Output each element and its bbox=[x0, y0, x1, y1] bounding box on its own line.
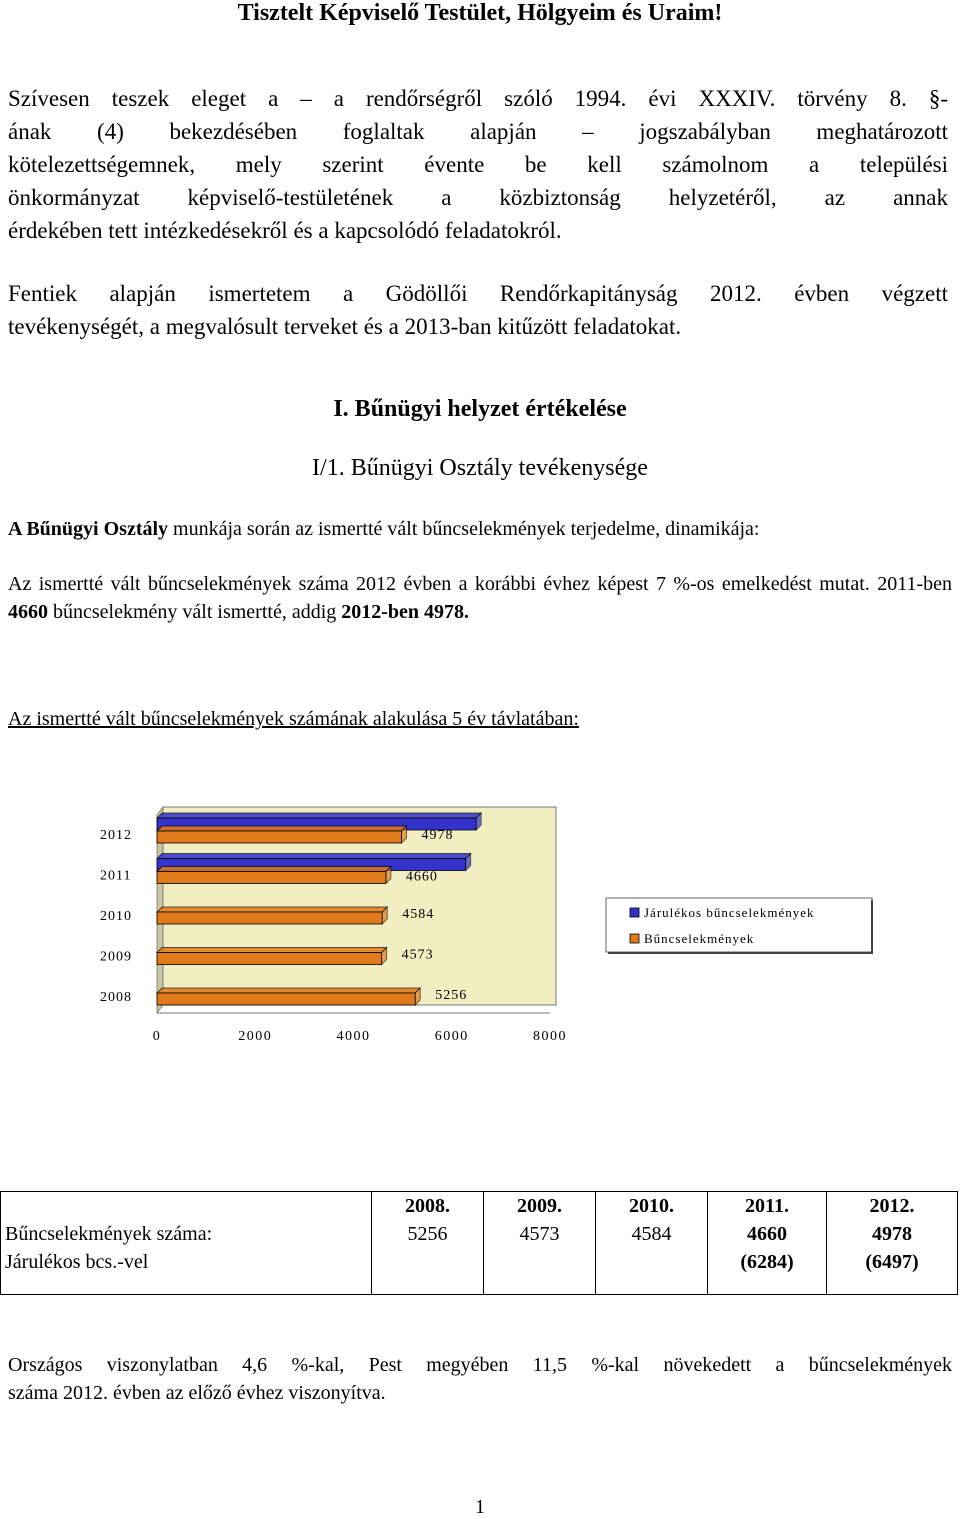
value-2010: 4584 bbox=[631, 1223, 672, 1245]
growth-text-1: Az ismertté vált bűncselekmények száma 2012 évben a korábbi évhez képest 7 %-os emelkedést mutat. 2011-ben bbox=[8, 573, 952, 595]
bar-buncselekmeny-2010-front bbox=[157, 912, 382, 924]
bar-buncselekmeny-2012-top bbox=[157, 826, 407, 831]
data-label-2012: 4978 bbox=[421, 828, 454, 843]
legend-label-1: Bűncselekmények bbox=[644, 931, 755, 946]
bar-buncselekmeny-2008-front bbox=[157, 993, 415, 1005]
legend-swatch-1 bbox=[630, 934, 639, 943]
page-number: 1 bbox=[475, 1496, 485, 1518]
x-tick-2000: 2000 bbox=[238, 1029, 273, 1044]
data-label-2008: 5256 bbox=[435, 988, 468, 1003]
department-name: A Bűnügyi Osztály bbox=[8, 518, 169, 540]
closing-line-1: Országos viszonylatban 4,6 %-kal, Pest megyében 11,5 %-kal növekedett a bűncselekmények bbox=[8, 1354, 952, 1376]
table-cell-2012 bbox=[827, 1192, 958, 1295]
year-2009: 2009. bbox=[517, 1195, 562, 1217]
bar-buncselekmeny-2011 bbox=[157, 867, 391, 884]
bar-buncselekmeny-2011-front bbox=[157, 872, 386, 884]
data-label-2010: 4584 bbox=[402, 907, 435, 922]
category-label-2008: 2008 bbox=[100, 990, 132, 1005]
crime-stats-table bbox=[0, 1191, 958, 1295]
department-paragraph bbox=[8, 515, 952, 543]
secondary-2011: (6284) bbox=[740, 1251, 794, 1273]
subsection-title: I/1. Bűnügyi Osztály tevékenysége bbox=[312, 455, 648, 481]
bar-buncselekmeny-2008 bbox=[157, 988, 420, 1005]
data-label-2011: 4660 bbox=[405, 869, 438, 885]
intro-paragraph bbox=[8, 82, 948, 247]
section-title: I. Bűnügyi helyzet értékelése bbox=[333, 396, 627, 422]
bar-buncselekmeny-2010-top bbox=[157, 907, 387, 912]
bar-buncselekmeny-2009-top bbox=[157, 948, 387, 953]
page-heading: Tisztelt Képviselő Testület, Hölgyeim és Uraim! bbox=[237, 0, 723, 26]
growth-value-2011: 4660 bbox=[8, 601, 48, 623]
value-2009: 4573 bbox=[519, 1223, 560, 1245]
category-label-2012: 2012 bbox=[100, 828, 132, 843]
bar-buncselekmeny-2010 bbox=[157, 907, 387, 924]
bar-buncselekmeny-2011-top bbox=[157, 867, 391, 872]
x-tick-8000: 8000 bbox=[533, 1029, 567, 1044]
bar-jarulekos-2011-top bbox=[157, 854, 471, 859]
overview-line-1: Fentiek alapján ismertetem a Gödöllői Rendőrkapitányság 2012. évben végzett bbox=[8, 281, 948, 306]
category-label-2011: 2011 bbox=[100, 868, 132, 884]
value-2011: 4660 bbox=[747, 1223, 787, 1245]
year-2012: 2012. bbox=[869, 1195, 915, 1217]
table-label-cell bbox=[1, 1192, 372, 1295]
x-tick-labels bbox=[153, 1029, 567, 1044]
value-2012: 4978 bbox=[872, 1223, 912, 1245]
legend-swatch-0 bbox=[630, 908, 639, 917]
intro-line-5: érdekében tett intézkedésekről és a kapcsolódó feladatokról. bbox=[8, 218, 562, 243]
intro-line-2: ának (4) bekezdésében foglaltak alapján – jogszabályban meghatározott bbox=[8, 119, 948, 144]
row-label-1: Bűncselekmények száma: bbox=[5, 1223, 213, 1245]
legend-label-0: Járulékos bűncselekmények bbox=[644, 905, 815, 920]
category-labels bbox=[100, 828, 132, 1005]
closing-paragraph bbox=[8, 1351, 952, 1407]
crime-growth-paragraph bbox=[8, 570, 952, 626]
x-tick-6000: 6000 bbox=[434, 1029, 469, 1044]
chart-heading: Az ismertté vált bűncselekmények számának alakulása 5 év távlatában: bbox=[8, 708, 579, 730]
department-text: munkája során az ismertté vált bűncselekmények terjedelme, dinamikája: bbox=[168, 518, 760, 540]
overview-paragraph bbox=[8, 277, 948, 343]
year-2008: 2008. bbox=[405, 1195, 450, 1217]
table-cell-2008 bbox=[372, 1192, 484, 1295]
growth-value-2012: 2012-ben 4978. bbox=[341, 601, 470, 623]
table-cell-2010 bbox=[596, 1192, 708, 1295]
year-2010: 2010. bbox=[629, 1195, 674, 1217]
intro-line-1: Szívesen teszek eleget a – a rendőrségről szóló 1994. évi XXXIV. törvény 8. §- bbox=[8, 86, 948, 111]
year-2011: 2011. bbox=[745, 1195, 789, 1217]
bar-buncselekmeny-2009-front bbox=[157, 953, 382, 965]
value-2008: 5256 bbox=[407, 1223, 448, 1245]
bar-jarulekos-2012-top bbox=[157, 813, 481, 818]
overview-line-2: tevékenységét, a megvalósult terveket és a 2013-ban kitűzött feladatokat. bbox=[8, 314, 682, 339]
data-label-2009: 4573 bbox=[401, 947, 434, 963]
intro-line-3: kötelezettségemnek, mely szerint évente be kell számolnom a települési bbox=[8, 152, 948, 177]
crime-bar-chart bbox=[0, 790, 960, 1060]
growth-text-2: bűncselekmény vált ismertté, addig bbox=[48, 601, 342, 623]
bar-buncselekmeny-2009 bbox=[157, 948, 387, 965]
category-label-2010: 2010 bbox=[100, 909, 132, 924]
closing-line-2: száma 2012. évben az előző évhez viszonyítva. bbox=[8, 1382, 386, 1404]
intro-line-4: önkormányzat képviselő-testületének a közbiztonság helyzetéről, az annak bbox=[8, 185, 948, 210]
table-cell-2011 bbox=[708, 1192, 827, 1295]
x-tick-4000: 4000 bbox=[336, 1029, 371, 1044]
bar-buncselekmeny-2008-top bbox=[157, 988, 420, 993]
bar-buncselekmeny-2012 bbox=[157, 826, 407, 843]
category-label-2009: 2009 bbox=[100, 949, 132, 965]
row-label-2: Járulékos bcs.-vel bbox=[5, 1251, 149, 1273]
table-row bbox=[1, 1192, 958, 1295]
secondary-2012: (6497) bbox=[865, 1251, 919, 1273]
table-cell-2009 bbox=[484, 1192, 596, 1295]
bar-buncselekmeny-2012-front bbox=[157, 831, 402, 843]
x-tick-0: 0 bbox=[152, 1029, 162, 1044]
